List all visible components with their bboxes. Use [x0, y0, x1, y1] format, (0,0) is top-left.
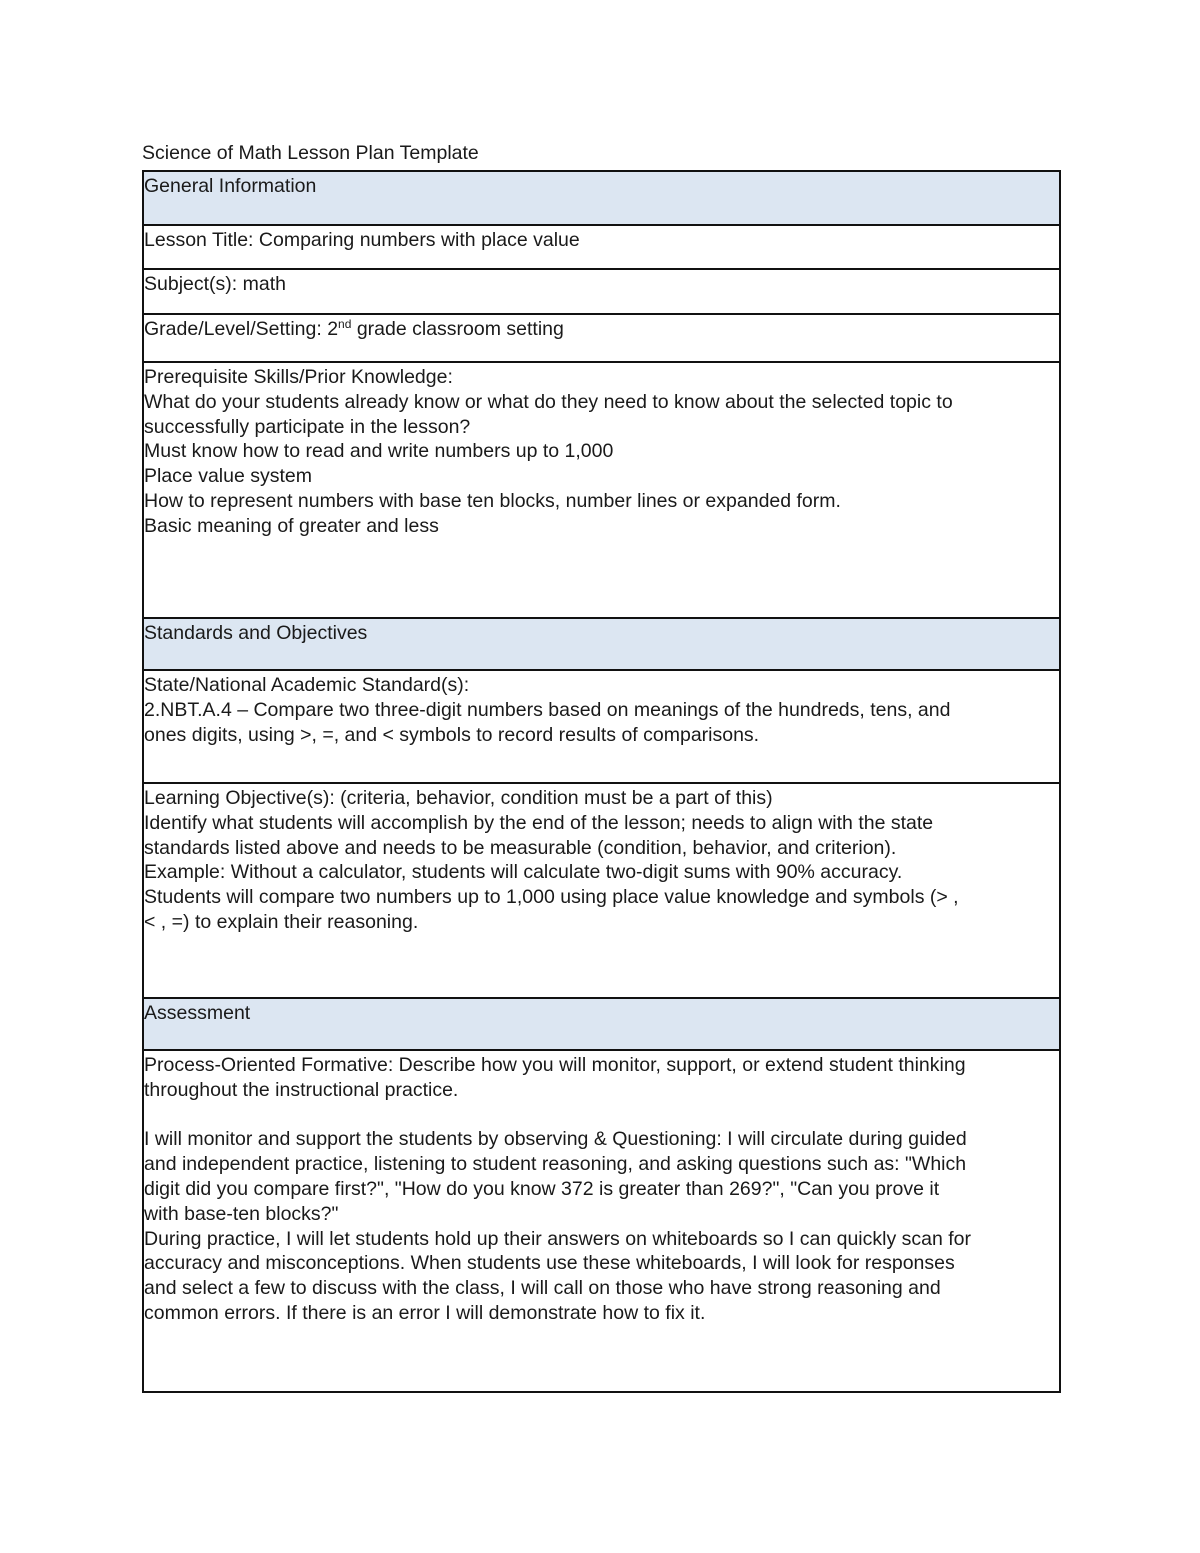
objectives-line: standards listed above and needs to be measurable (condition, behavior, and criterion). [144, 836, 897, 859]
section-header-standards-and-objectives [144, 617, 1059, 669]
prerequisite-line: Prerequisite Skills/Prior Knowledge: [144, 366, 453, 388]
subjects-row [144, 268, 1059, 313]
lesson-title-row [144, 224, 1059, 268]
formative-line: accuracy and misconceptions. When students use these whiteboards, I will look for responses [144, 1252, 955, 1275]
formative-line: common errors. If there is an error I will demonstrate how to fix it. [144, 1301, 706, 1324]
prerequisite-line: How to represent numbers with base ten blocks, number lines or expanded form. [144, 489, 841, 512]
objectives-line: Example: Without a calculator, students will calculate two-digit sums with 90% accuracy. [144, 861, 903, 884]
standards-line: ones digits, using >, =, and < symbols to record results of comparisons. [144, 723, 760, 746]
document-title: Science of Math Lesson Plan Template [142, 142, 479, 164]
formative-line: throughout the instructional practice. [144, 1078, 459, 1101]
section-header-label: Assessment [144, 1002, 251, 1024]
learning-objectives-row [144, 782, 1059, 997]
standards-line: 2.NBT.A.4 – Compare two three-digit numbers based on meanings of the hundreds, tens, and [144, 698, 951, 721]
prerequisite-line: Must know how to read and write numbers up to 1,000 [144, 440, 614, 463]
formative-blank-line [144, 1103, 1059, 1128]
objectives-line: Students will compare two numbers up to 1,000 using place value knowledge and symbols (> , [144, 886, 959, 909]
objectives-line: Learning Objective(s): (criteria, behavior, condition must be a part of this) [144, 787, 773, 809]
lesson-plan-table [142, 170, 1061, 1393]
grade-suffix: grade classroom setting [351, 318, 564, 340]
grade-superscript: nd [338, 317, 352, 331]
subjects-text: Subject(s): math [144, 273, 286, 295]
grade-level-row [144, 313, 1059, 361]
standards-line: State/National Academic Standard(s): [144, 674, 470, 696]
formative-line: I will monitor and support the students by observing & Questioning: I will circulate during guided [144, 1128, 967, 1151]
formative-line: digit did you compare first?", "How do you know 372 is greater than 269?", "Can you prove it [144, 1177, 940, 1200]
section-header-general-information [144, 172, 1059, 224]
prerequisite-skills-row [144, 361, 1059, 617]
prerequisite-line: What do your students already know or what do they need to know about the selected topic to [144, 390, 953, 413]
objectives-line: < , =) to explain their reasoning. [144, 910, 419, 933]
prerequisite-line: Basic meaning of greater and less [144, 514, 439, 537]
formative-line: and select a few to discuss with the class, I will call on those who have strong reasoning and [144, 1277, 941, 1300]
prerequisite-line: successfully participate in the lesson? [144, 415, 471, 438]
section-header-label: General Information [144, 175, 317, 197]
standards-row [144, 669, 1059, 782]
formative-line: and independent practice, listening to student reasoning, and asking questions such as: "Which [144, 1153, 967, 1176]
lesson-title-text: Lesson Title: Comparing numbers with place value [144, 229, 580, 251]
prerequisite-line: Place value system [144, 465, 312, 488]
grade-prefix: Grade/Level/Setting: 2 [144, 318, 339, 340]
formative-assessment-row [144, 1049, 1059, 1391]
formative-line: During practice, I will let students hold up their answers on whiteboards so I can quickly scan for [144, 1227, 971, 1250]
formative-line: Process-Oriented Formative: Describe how you will monitor, support, or extend student thinking [144, 1054, 966, 1076]
objectives-line: Identify what students will accomplish by the end of the lesson; needs to align with the state [144, 811, 934, 834]
formative-line: with base-ten blocks?" [144, 1202, 339, 1225]
section-header-label: Standards and Objectives [144, 622, 368, 644]
grade-level-text [144, 317, 1059, 342]
section-header-assessment [144, 997, 1059, 1049]
